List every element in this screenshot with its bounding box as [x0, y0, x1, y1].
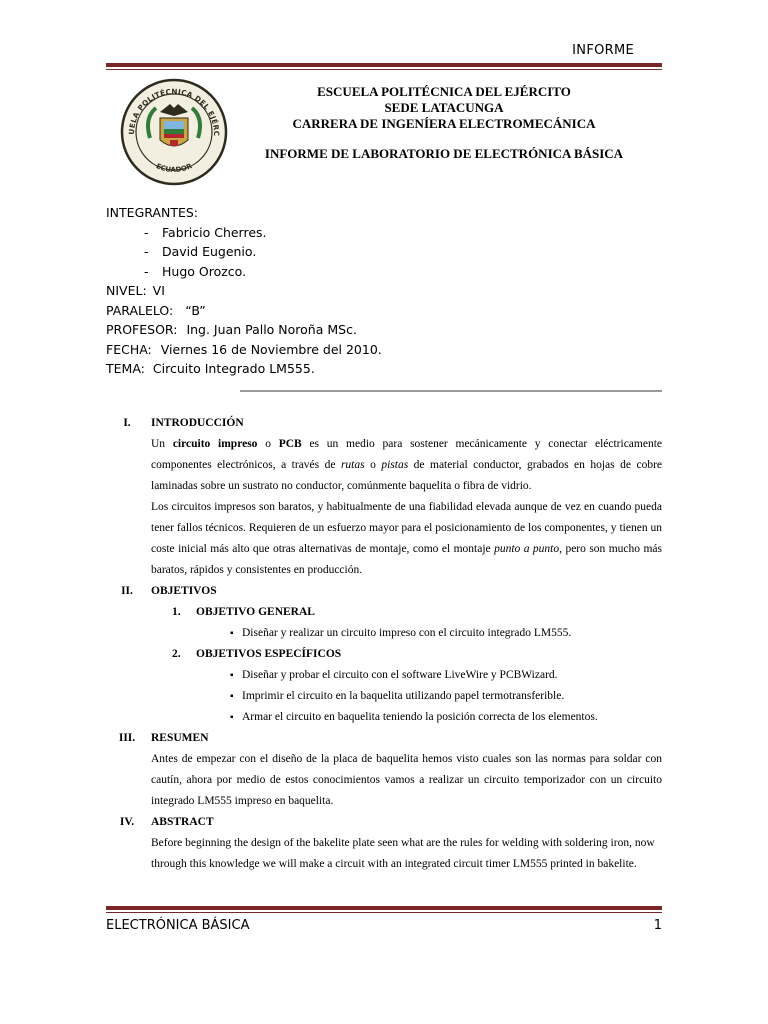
svg-text:ECUADOR: ECUADOR: [154, 162, 194, 175]
header-rule: [106, 63, 662, 70]
report-info: [106, 203, 382, 379]
resumen-paragraph: Antes de empezar con el diseño de la placa de baquelita hemos visto cuales son las normas para soldar con cautín, ahora por medio de estos conocimientos vamos a realizar un circuito temporizador con un circuito integrado LM555 impreso en baquelita.: [151, 753, 662, 807]
objective-bullet: ▪ Armar el circuito en baquelita teniendo la posición correcta de los elementos.: [106, 707, 662, 728]
header-label: INFORME: [572, 43, 634, 58]
footer-course: ELECTRÓNICA BÁSICA: [106, 918, 250, 933]
members-label: INTEGRANTES:: [106, 205, 199, 220]
footer-rule: [106, 906, 662, 913]
page-number: 1: [653, 918, 662, 933]
member-item: - David Eugenio.: [106, 242, 382, 262]
espe-seal-logo: [120, 78, 228, 186]
abstract-paragraph: Before beginning the design of the bakelite plate seen what are the rules for welding with soldering iron, now through this knowledge we will make a circuit with an integrated circuit timer LM555 printed in bakelite.: [151, 837, 655, 870]
career-title: CARRERA DE INGENÍERA ELECTROMECÁNICA: [292, 116, 596, 131]
institution-title: ESCUELA POLITÉCNICA DEL EJÉRCITO: [317, 84, 571, 99]
intro-paragraph-2: Los circuitos impresos son baratos, y habitualmente de una fiabilidad elevada aunque de vez en cuando pueda tener fallos técnicos. Requieren de un esfuerzo mayor para el posicionamiento de los componentes, y tienen un coste inicial más alto que otras alternativas de montaje, como el montaje punto a punto, pero son mucho más baratos, rápidos y consistentes en producción.: [151, 501, 663, 576]
document-titles: [232, 84, 656, 162]
member-item: - Hugo Orozco.: [106, 262, 382, 282]
objective-bullet: ▪ Imprimir el circuito en la baquelita utilizando papel termotransferible.: [106, 686, 662, 707]
section-separator: [240, 390, 662, 392]
members-list: [106, 223, 382, 282]
paralelo-row: PARALELO: “B”: [106, 302, 206, 318]
profesor-row: PROFESOR: Ing. Juan Pallo Noroña MSc.: [106, 322, 357, 337]
objective-bullet: ▪ Diseñar y realizar un circuito impreso con el circuito integrado LM555.: [106, 623, 662, 644]
section-heading-resumen: III. RESUMEN: [118, 732, 209, 744]
intro-paragraph-1: Un circuito impreso o PCB es un medio para sostener mecánicamente y conectar eléctricamente componentes electrónicos, a través de rutas o pistas de material conductor, grabados en hojas de cobre laminadas sobre un sustrato no conductor, comúnmente baquelita o fibra de vidrio.: [151, 438, 662, 492]
section-heading-intro: I. INTRODUCCIÓN: [123, 417, 244, 429]
campus-title: SEDE LATACUNGA: [384, 100, 504, 115]
tema-row: TEMA: Circuito Integrado LM555.: [106, 361, 315, 376]
member-item: - Fabricio Cherres.: [106, 223, 382, 243]
subheading-objetivo-general: 1. OBJETIVO GENERAL: [172, 606, 315, 618]
nivel-row: NIVEL: VI: [106, 283, 165, 298]
subheading-objetivos-especificos: 2. OBJETIVOS ESPECÍFICOS: [172, 648, 342, 660]
objective-bullet: ▪ Diseñar y probar el circuito con el software LiveWire y PCBWizard.: [106, 665, 662, 686]
report-body: [106, 413, 662, 875]
report-title: INFORME DE LABORATORIO DE ELECTRÓNICA BÁSICA: [264, 146, 624, 161]
fecha-row: FECHA: Viernes 16 de Noviembre del 2010.: [106, 341, 382, 357]
section-heading-objetivos: II. OBJETIVOS: [121, 585, 217, 597]
section-heading-abstract: IV. ABSTRACT: [119, 816, 214, 828]
svg-text:ESCUELA POLITÉCNICA DEL EJÉRCI: UELA POLITÉCNICA DEL EJÉRC: [126, 86, 222, 137]
